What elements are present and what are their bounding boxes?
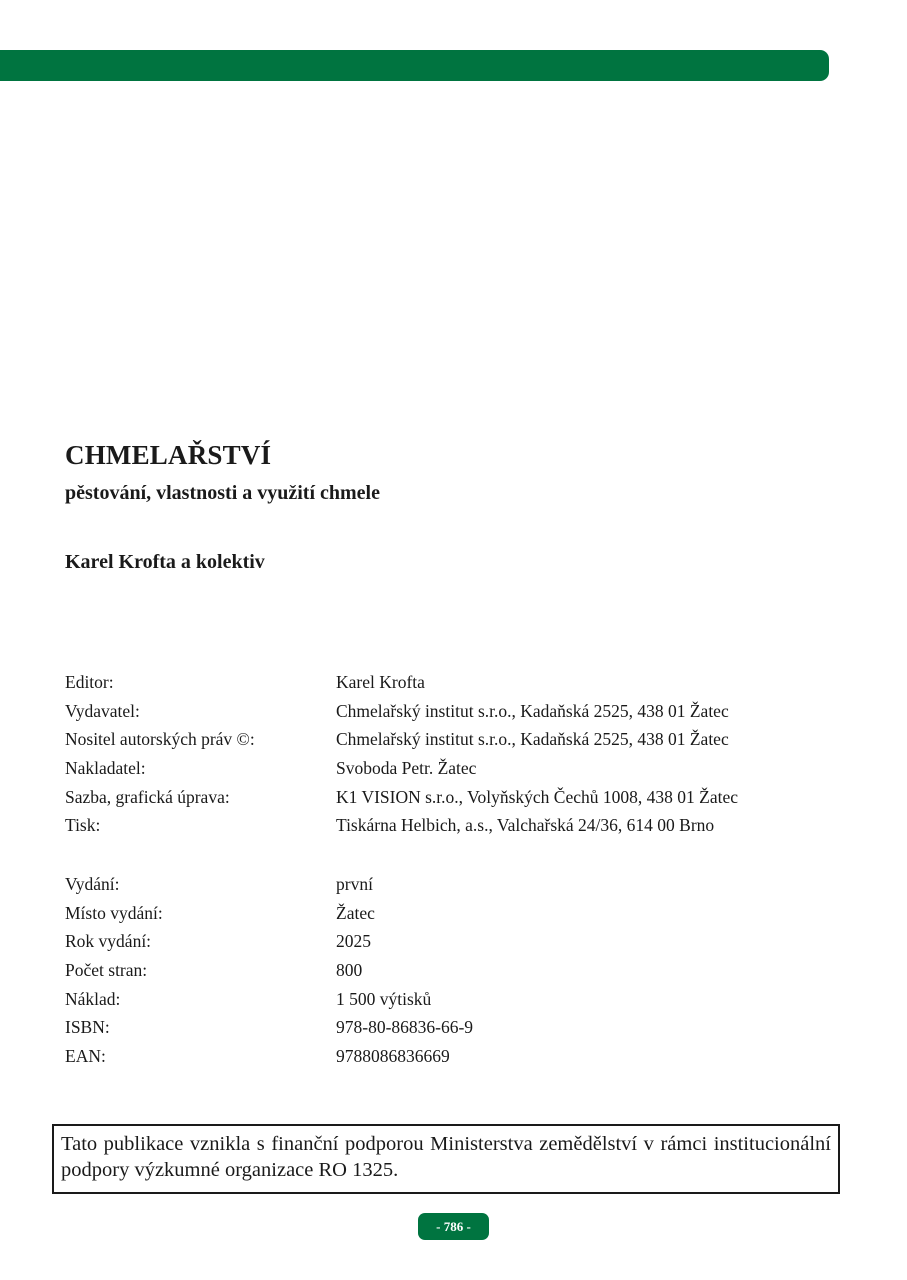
info-row-print [65,811,825,840]
info-row-isbn [65,1013,825,1042]
edition-info [65,870,825,1071]
info-label: Vydavatel: [65,700,140,721]
info-value: Žatec [336,902,375,923]
funding-notice: Tato publikace vznikla s finanční podporou Ministerstva zemědělství v rámci institucionální podpory výzkumné organizace RO 1325. [52,1124,840,1194]
info-value: 978-80-86836-66-9 [336,1017,474,1038]
info-label: Počet stran: [65,960,148,981]
info-row-copyright-holder [65,725,825,754]
book-subtitle: pěstování, vlastnosti a využití chmele [65,482,380,504]
page-number: - 786 - [418,1213,489,1240]
info-label: Místo vydání: [65,902,163,923]
info-value: Chmelařský institut s.r.o., Kadaňská 2525, 438 01 Žatec [336,729,729,750]
info-row-place [65,899,825,928]
info-value: Karel Krofta [336,672,425,692]
info-row-year [65,927,825,956]
info-label: Vydání: [65,874,120,894]
info-row-editor [65,668,825,697]
info-label: Sazba, grafická úprava: [65,786,230,807]
info-value: Svoboda Petr. Žatec [336,758,477,779]
info-label: Editor: [65,672,114,692]
info-row-publisher [65,697,825,726]
info-row-ean [65,1042,825,1071]
info-value: K1 VISION s.r.o., Volyňských Čechů 1008, 438 01 Žatec [336,786,738,807]
info-value: první [336,874,373,894]
info-value: 1 500 výtisků [336,988,432,1009]
book-author: Karel Krofta a kolektiv [65,551,265,573]
info-label: Rok vydání: [65,931,152,952]
info-row-typesetting [65,783,825,812]
info-value: Tiskárna Helbich, a.s., Valchařská 24/36, 614 00 Brno [336,815,715,836]
top-decorative-bar [0,50,829,81]
info-row-print-run [65,985,825,1014]
info-label: Nositel autorských práv ©: [65,729,255,750]
info-label: Tisk: [65,815,101,836]
info-row-distributor [65,754,825,783]
info-row-pages [65,956,825,985]
info-row-edition [65,870,825,899]
info-label: ISBN: [65,1017,110,1038]
publishing-info [65,668,825,840]
info-value: 9788086836669 [336,1046,450,1067]
info-value: 800 [336,960,363,981]
info-label: EAN: [65,1046,106,1067]
info-label: Náklad: [65,988,121,1009]
info-label: Nakladatel: [65,758,146,779]
info-value: Chmelařský institut s.r.o., Kadaňská 2525, 438 01 Žatec [336,700,729,721]
book-title: CHMELAŘSTVÍ [65,440,272,470]
info-value: 2025 [336,931,371,952]
